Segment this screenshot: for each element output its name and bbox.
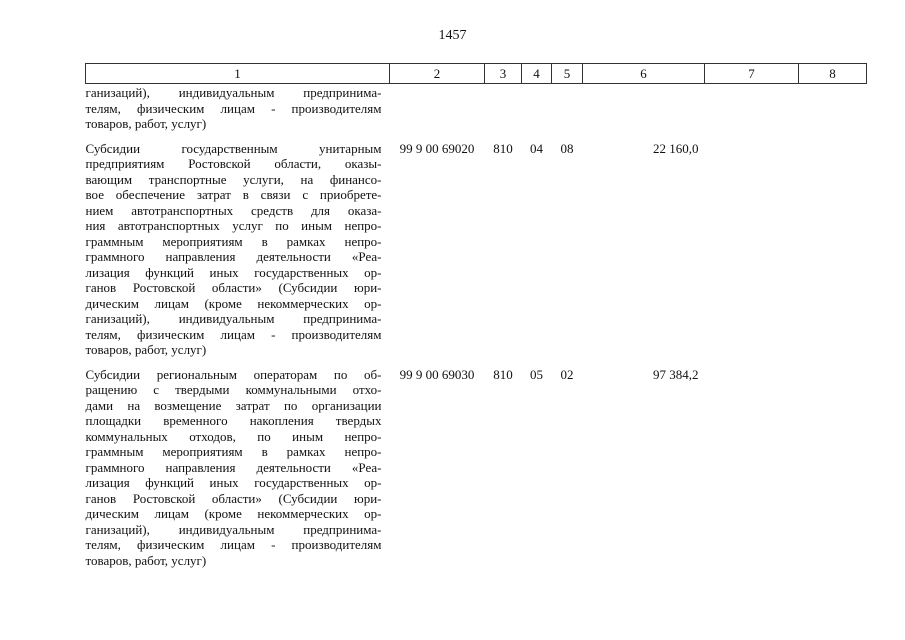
row-col8 bbox=[799, 132, 867, 358]
name-line: вое обеспечение затрат в связи с приобрете- bbox=[85, 187, 382, 202]
column-header-8: 8 bbox=[799, 64, 867, 84]
name-line: ганов Ростовской области» (Субсидии юри- bbox=[85, 490, 382, 506]
row-code: 99 9 00 69030 bbox=[399, 366, 475, 382]
row-amount bbox=[583, 84, 705, 132]
row-amount: 97 384,2 bbox=[653, 366, 699, 382]
row-pr: 02 bbox=[560, 366, 574, 382]
column-header-5: 5 bbox=[552, 64, 583, 84]
column-header-1: 1 bbox=[86, 64, 390, 84]
name-line: лизация функций иных государственных ор- bbox=[85, 264, 382, 280]
name-line: ганизаций), индивидуальным предпринима- bbox=[85, 311, 382, 326]
name-line: товаров, работ, услуг) bbox=[85, 116, 207, 131]
name-line: дическим лицам (кроме некоммерческих ор- bbox=[85, 506, 382, 521]
row-vr bbox=[485, 84, 522, 132]
name-line: вающим транспортные услуги, на финансо- bbox=[85, 171, 382, 187]
row-code bbox=[390, 84, 485, 132]
row-rz bbox=[522, 84, 552, 132]
name-line: товаров, работ, услуг) bbox=[85, 552, 207, 568]
name-line: ращению с твердыми коммунальными отхо- bbox=[85, 382, 382, 397]
row-col7 bbox=[705, 358, 799, 569]
name-line: ганов Ростовской области» (Субсидии юри- bbox=[85, 280, 382, 295]
column-number-header bbox=[86, 64, 867, 84]
name-line: телям, физическим лицам - производителям bbox=[85, 100, 382, 116]
row-code: 99 9 00 69020 bbox=[399, 140, 475, 156]
row-col8 bbox=[799, 358, 867, 569]
row-vr: 810 bbox=[493, 366, 513, 382]
name-line: телям, физическим лицам - производителям bbox=[85, 326, 382, 342]
row-rz: 05 bbox=[530, 366, 543, 382]
row-col8 bbox=[799, 84, 867, 132]
page-number: 1457 bbox=[438, 28, 467, 43]
name-line: Субсидии государственным унитарным bbox=[85, 140, 382, 156]
column-header-6: 6 bbox=[583, 64, 705, 84]
row-name bbox=[86, 358, 390, 569]
name-line: ганизаций), индивидуальным предпринима- bbox=[85, 521, 382, 537]
row-vr: 810 bbox=[493, 140, 513, 156]
name-line: предприятиям Ростовской области, оказы- bbox=[85, 156, 382, 171]
name-line: дическим лицам (кроме некоммерческих ор- bbox=[85, 295, 382, 311]
name-line: нием автотранспортных средств для оказа- bbox=[85, 202, 382, 218]
name-line: телям, физическим лицам - производителям bbox=[85, 537, 382, 552]
row-col7 bbox=[705, 132, 799, 358]
row-col7 bbox=[705, 84, 799, 132]
row-rz: 04 bbox=[530, 140, 543, 156]
name-line: ганизаций), индивидуальным предпринима- bbox=[85, 85, 382, 100]
name-line: лизация функций иных государственных ор- bbox=[85, 475, 382, 490]
name-line: товаров, работ, услуг) bbox=[85, 342, 207, 357]
row-name bbox=[86, 84, 390, 132]
name-line: ния автотранспортных услуг по иным непро- bbox=[85, 218, 382, 233]
name-line: Субсидии региональным операторам по об- bbox=[85, 366, 382, 382]
column-header-2: 2 bbox=[390, 64, 485, 84]
row-pr: 08 bbox=[560, 140, 574, 156]
row-amount: 22 160,0 bbox=[653, 140, 699, 156]
row-pr bbox=[552, 84, 583, 132]
name-line: дами на возмещение затрат по организации bbox=[85, 397, 382, 413]
name-line: граммным мероприятиям в рамках непро- bbox=[85, 233, 382, 249]
name-line: граммного направления деятельности «Реа- bbox=[85, 249, 382, 264]
row-name bbox=[86, 132, 390, 358]
table-row bbox=[86, 132, 867, 358]
budget-table bbox=[85, 63, 867, 568]
table-row bbox=[86, 84, 867, 132]
name-line: площадки временного накопления твердых bbox=[85, 413, 382, 428]
table-row bbox=[86, 358, 867, 569]
column-header-7: 7 bbox=[705, 64, 799, 84]
name-line: граммным мероприятиям в рамках непро- bbox=[85, 444, 382, 459]
column-header-4: 4 bbox=[522, 64, 552, 84]
name-line: граммного направления деятельности «Реа- bbox=[85, 459, 382, 475]
table-body bbox=[86, 84, 867, 569]
column-header-3: 3 bbox=[485, 64, 522, 84]
name-line: коммунальных отходов, по иным непро- bbox=[85, 428, 382, 444]
